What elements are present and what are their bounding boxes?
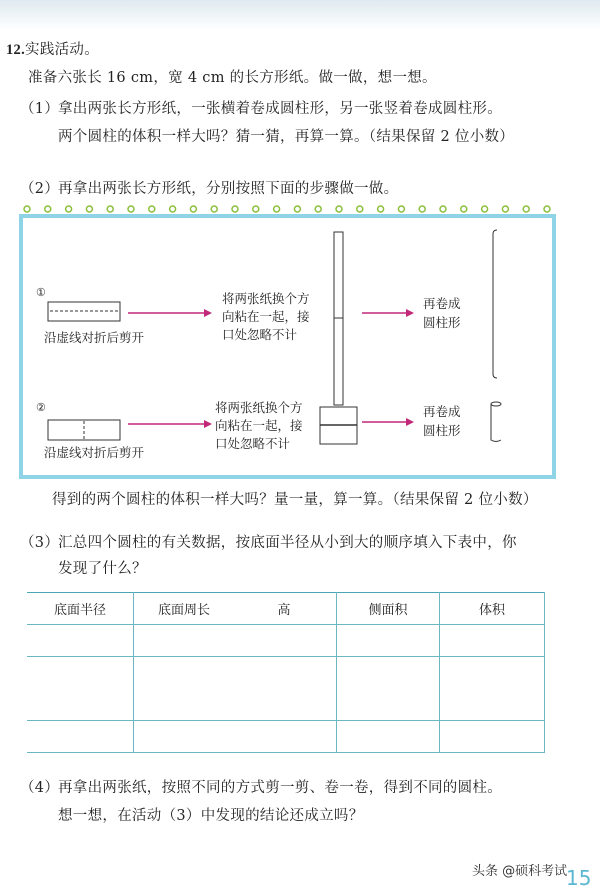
binder-ring-icon: [24, 206, 30, 212]
step2-roll-1: 再卷成: [423, 404, 461, 419]
part4-line1: 再拿出两张纸，按照不同的方式剪一剪、卷一卷，得到不同的圆柱。: [58, 780, 502, 796]
step1-marker: ①: [36, 286, 46, 299]
cell[interactable]: [337, 625, 440, 657]
cell[interactable]: [27, 625, 134, 657]
step1-instr-3: 口处忽略不计: [222, 327, 298, 342]
cell[interactable]: [440, 625, 545, 657]
binder-ring-icon: [232, 206, 238, 212]
cell[interactable]: [134, 657, 337, 721]
problem-number: 12.: [6, 42, 26, 58]
header-volume: 体积: [440, 593, 545, 625]
step2-roll-2: 圆柱形: [423, 423, 461, 438]
watermark: 头条 @硕科考试: [472, 864, 568, 879]
cell[interactable]: [440, 721, 545, 753]
page-number: 15: [566, 866, 592, 890]
header-radius: 底面半径: [27, 593, 134, 625]
part2-line1: 再拿出两张长方形纸，分别按照下面的步骤做一做。: [58, 181, 399, 197]
binder-ring-icon: [149, 206, 155, 212]
step1-roll-2: 圆柱形: [423, 315, 461, 330]
cell[interactable]: [27, 721, 134, 753]
table-row: [27, 625, 545, 657]
step1-instr-1: 将两张纸换个方: [222, 291, 310, 306]
binder-ring-icon: [66, 206, 72, 212]
problem-header: [6, 38, 99, 59]
cell[interactable]: [134, 721, 337, 753]
binder-ring-icon: [440, 206, 446, 212]
step2-instr-3: 口处忽略不计: [215, 436, 291, 451]
step1-caption: 沿虚线对折后剪开: [44, 330, 145, 345]
folding-diagram: [0, 200, 600, 485]
cell[interactable]: [27, 657, 134, 721]
step2-marker: ②: [36, 401, 46, 414]
cell[interactable]: [440, 657, 545, 721]
binder-ring-icon: [190, 206, 196, 212]
cell[interactable]: [134, 625, 337, 657]
binder-ring-icon: [523, 206, 529, 212]
cylinder-data-table: [27, 592, 545, 753]
table-row: [27, 657, 545, 721]
binder-ring-icon: [170, 206, 176, 212]
part2-label: （2）: [20, 181, 60, 197]
table-header-row: [27, 593, 545, 625]
binder-ring-icon: [482, 206, 488, 212]
binder-ring-icon: [86, 206, 92, 212]
step1-roll-1: 再卷成: [423, 296, 461, 311]
part3-line1: 汇总四个圆柱的有关数据，按底面半径从小到大的顺序填入下表中，你: [58, 535, 517, 551]
binder-ring-icon: [274, 206, 280, 212]
binder-ring-icon: [378, 206, 384, 212]
header-circumference-height: [134, 593, 337, 625]
binder-ring-icon: [461, 206, 467, 212]
binder-ring-icon: [211, 206, 217, 212]
part1-line2: 两个圆柱的体积一样大吗？猜一猜，再算一算。（结果保留 2 位小数）: [58, 129, 515, 145]
binder-ring-icon: [544, 206, 550, 212]
top-shadow: [0, 0, 600, 30]
part3-label: （3）: [20, 535, 60, 551]
part4-label: （4）: [20, 780, 60, 796]
binder-ring-icon: [357, 206, 363, 212]
binder-ring-icon: [419, 206, 425, 212]
binder-ring-icon: [253, 206, 259, 212]
binder-ring-icon: [398, 206, 404, 212]
binder-ring-icon: [294, 206, 300, 212]
problem-title: 实践活动。: [25, 42, 100, 58]
problem-intro: 准备六张长 16 cm，宽 4 cm 的长方形纸。做一做，想一想。: [28, 70, 437, 86]
binder-ring-icon: [107, 206, 113, 212]
part3-line2: 发现了什么？: [58, 561, 147, 577]
cell[interactable]: [337, 657, 440, 721]
step1-instr-2: 向粘在一起，接: [222, 309, 310, 324]
step2-instr-1: 将两张纸换个方: [215, 400, 303, 415]
part1-line1: 拿出两张长方形纸，一张横着卷成圆柱形，另一张竖着卷成圆柱形。: [58, 101, 502, 117]
binder-ring-icon: [45, 206, 51, 212]
binder-ring-icon: [502, 206, 508, 212]
header-height: 高: [277, 603, 291, 618]
table-row: [27, 721, 545, 753]
binder-ring-icon: [315, 206, 321, 212]
part1-label: （1）: [20, 101, 60, 117]
step2-caption: 沿虚线对折后剪开: [44, 445, 145, 460]
step2-instr-2: 向粘在一起，接: [215, 418, 303, 433]
header-lateral-area: 侧面积: [337, 593, 440, 625]
part2-result: 得到的两个圆柱的体积一样大吗？量一量，算一算。（结果保留 2 位小数）: [52, 492, 538, 508]
binder-ring-icon: [128, 206, 134, 212]
binder-ring-icon: [336, 206, 342, 212]
cell[interactable]: [337, 721, 440, 753]
header-circumference: 底面周长: [157, 603, 210, 618]
binder-rings: [24, 206, 550, 212]
part4-line2: 想一想，在活动（3）中发现的结论还成立吗？: [58, 808, 364, 824]
